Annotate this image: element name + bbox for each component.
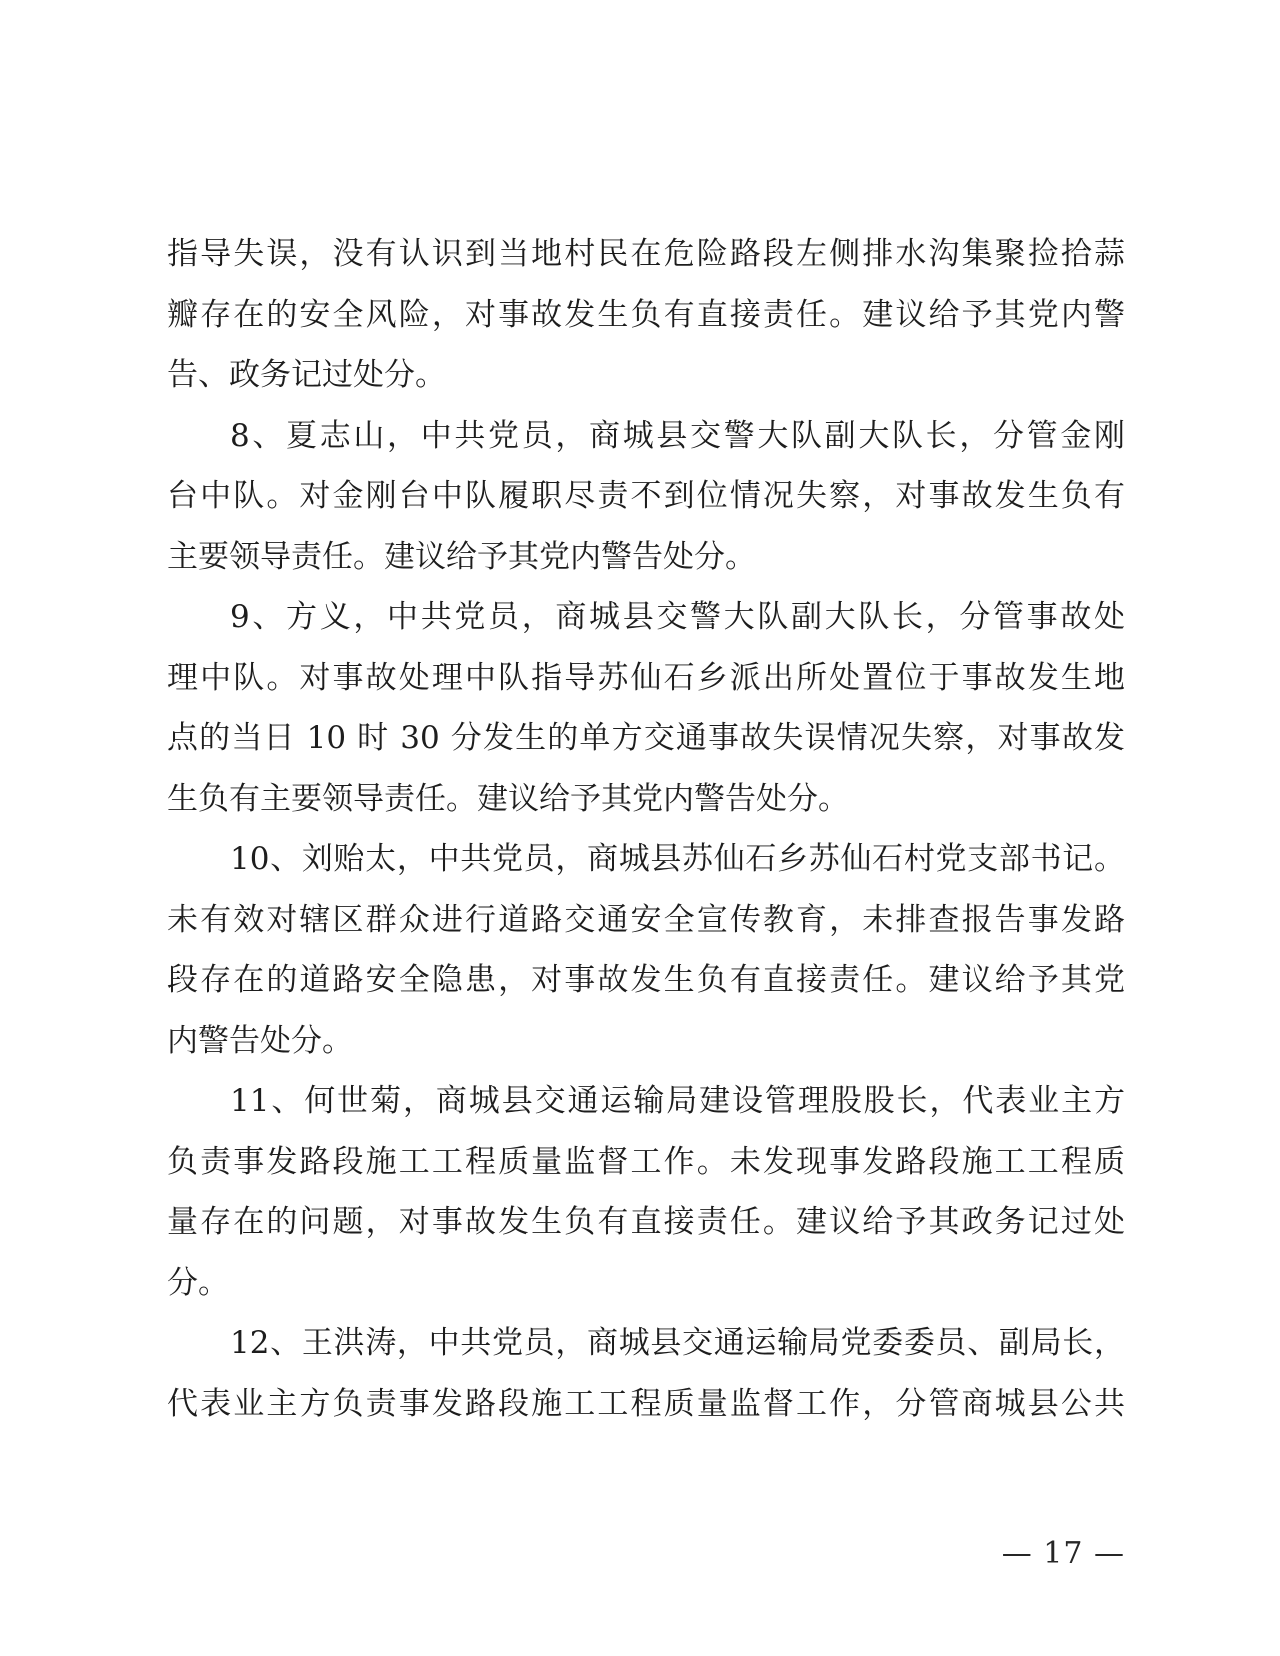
page-number: — 17 — [1001,1536,1125,1571]
text-line: 理中队。对事故处理中队指导苏仙石乡派出所处置位于事故发生地 [167,659,1125,696]
text-line: 生负有主要领导责任。建议给予其党内警告处分。 [167,780,849,817]
text-line: 量存在的问题，对事故发生负有直接责任。建议给予其政务记过处 [167,1204,1125,1240]
text-line: 内警告处分。 [167,1022,353,1059]
text-line: 主要领导责任。建议给予其党内警告处分。 [167,538,756,575]
document-body [167,224,1125,1434]
text-line: 段存在的道路安全隐患，对事故发生负有直接责任。建议给予其党 [167,962,1125,998]
text-line: 瓣存在的安全风险，对事故发生负有直接责任。建议给予其党内警 [167,296,1125,333]
text-line: 负责事发路段施工工程质量监督工作。未发现事发路段施工工程质 [167,1143,1125,1180]
text-line: 11、何世菊，商城县交通运输局建设管理股股长，代表业主方 [230,1083,1125,1119]
text-line: 8、夏志山，中共党员，商城县交警大队副大队长，分管金刚 [230,417,1125,454]
text-line: 10、刘贻太，中共党员，商城县苏仙石乡苏仙石村党支部书记。 [230,841,1125,877]
text-line: 台中队。对金刚台中队履职尽责不到位情况失察，对事故发生负有 [167,478,1125,514]
text-line: 未有效对辖区群众进行道路交通安全宣传教育，未排查报告事发路 [167,901,1125,938]
text-line: 9、方义，中共党员，商城县交警大队副大队长，分管事故处 [230,599,1125,635]
text-line: 代表业主方负责事发路段施工工程质量监督工作，分管商城县公共 [167,1385,1125,1422]
text-line: 告、政务记过处分。 [167,357,446,393]
text-line: 12、王洪涛，中共党员，商城县交通运输局党委委员、副局长， [230,1325,1125,1361]
text-line: 分。 [167,1264,229,1301]
text-line: 指导失误，没有认识到当地村民在危险路段左侧排水沟集聚捡拾蒜 [167,236,1125,272]
text-line: 点的当日 10 时 30 分发生的单方交通事故失误情况失察，对事故发 [167,720,1125,756]
